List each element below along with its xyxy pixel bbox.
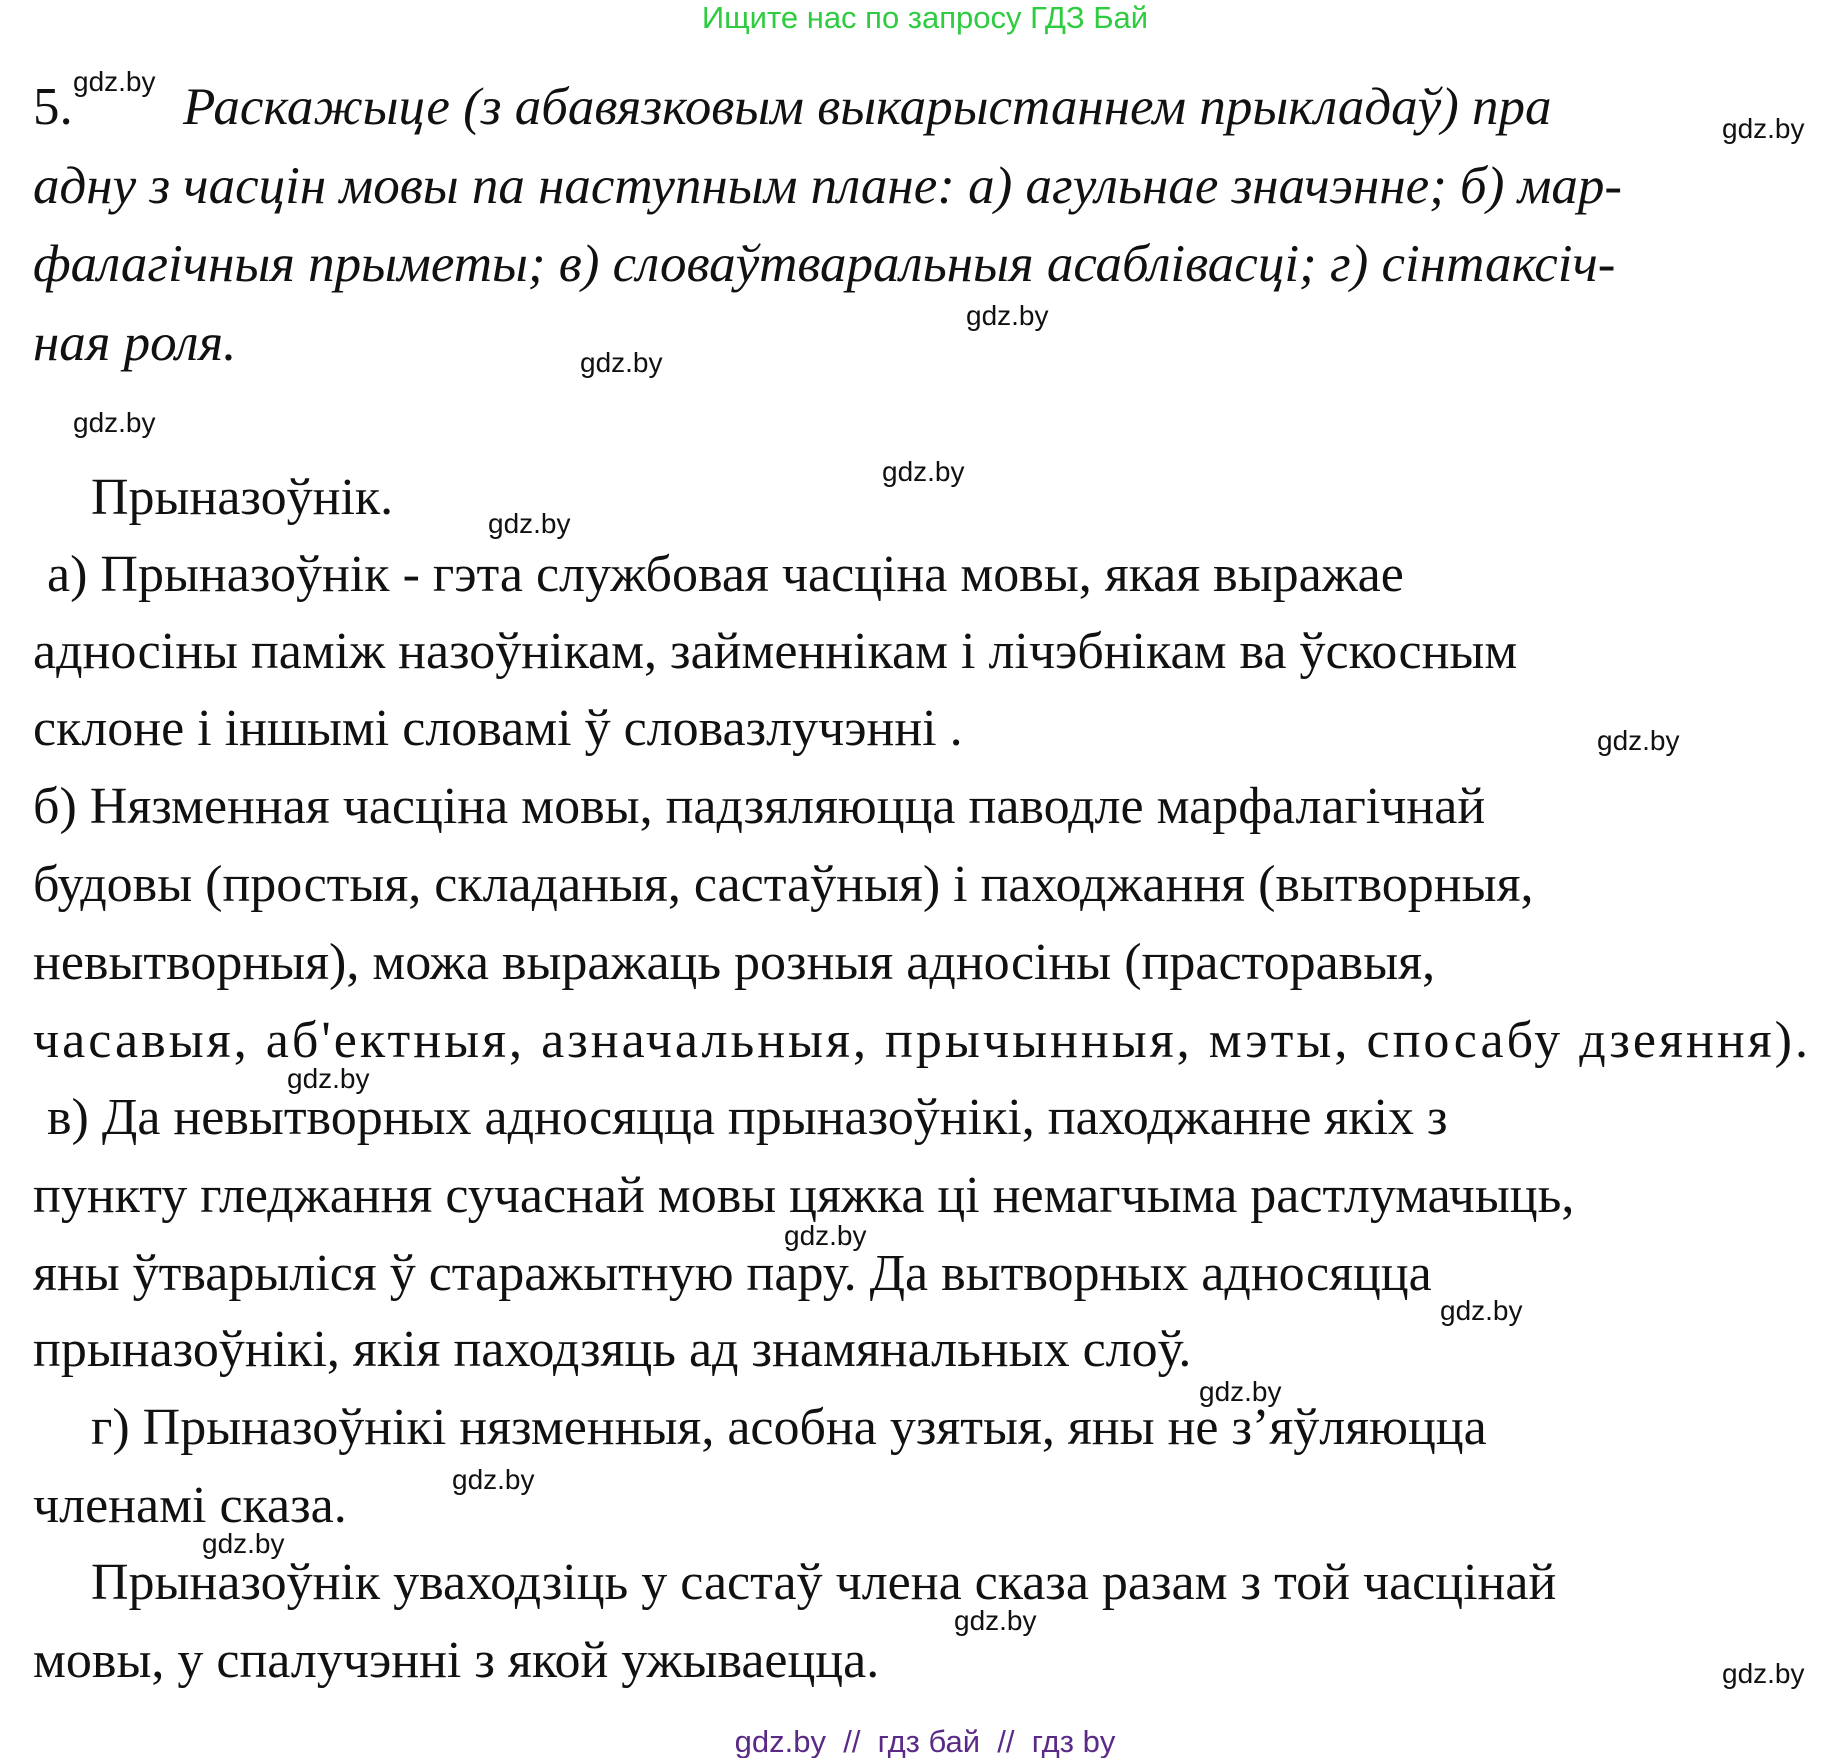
question-line: ная роля.	[33, 314, 237, 372]
watermark-text: gdz.by	[1597, 725, 1680, 756]
watermark-text: gdz.by	[966, 300, 1049, 331]
question-number: 5.	[33, 78, 73, 136]
watermark-text: gdz.by	[954, 1605, 1037, 1636]
watermark-text: gdz.by	[1722, 113, 1805, 144]
answer-line: а) Прыназоўнік - гэта службовая часціна мовы, якая выражае	[47, 546, 1404, 603]
watermark-text: gdz.by	[202, 1528, 285, 1559]
answer-line: членамі сказа.	[33, 1477, 347, 1534]
answer-line: склоне і іншымі словамі ў словазлучэнні .	[33, 700, 963, 757]
answer-line: Прыназоўнік уваходзіць у састаў члена сказа разам з той часцінай	[91, 1554, 1557, 1611]
watermark-text: gdz.by	[287, 1063, 370, 1094]
watermark-text: gdz.by	[488, 508, 571, 539]
watermark-text: gdz.by	[452, 1464, 535, 1495]
watermark-text: gdz.by	[1722, 1658, 1805, 1689]
answer-line: часавыя, аб'ектныя, азначальныя, прычынныя, мэты, спосабу дзеяння).	[33, 1012, 1808, 1069]
footer-links[interactable]: gdz.by // гдз бай // гдз by	[734, 1724, 1116, 1758]
watermark-text: gdz.by	[73, 66, 156, 97]
search-banner: Ищите нас по запросу ГДЗ Бай	[701, 0, 1149, 35]
answer-line: прыназоўнікі, якія паходзяць ад знамянальных слоў.	[33, 1321, 1192, 1378]
watermark-text: gdz.by	[73, 407, 156, 438]
answer-line: адносіны паміж назоўнікам, займеннікам і лічэбнікам ва ўскосным	[33, 623, 1518, 680]
question-line: фалагічныя прыметы; в) словаўтваральныя асаблівасці; г) сінтаксіч-	[33, 235, 1616, 293]
answer-line: невытворныя), можа выражаць розныя адносіны (прасторавыя,	[33, 934, 1436, 991]
question-line: Раскажыце (з абавязковым выкарыстаннем прыкладаў) пра	[183, 78, 1552, 136]
question-text	[33, 78, 1622, 372]
answer-line: пункту гледжання сучаснай мовы цяжка ці немагчыма растлумачыць,	[33, 1167, 1575, 1224]
answer-line: б) Нязменная часціна мовы, падзяляюцца паводле марфалагічнай	[33, 778, 1486, 835]
answer-line: будовы (простыя, складаныя, састаўныя) і паходжання (вытворныя,	[33, 856, 1534, 913]
watermark-text: gdz.by	[580, 347, 663, 378]
answer-heading: Прыназоўнік.	[91, 469, 394, 526]
watermark-text: gdz.by	[1440, 1295, 1523, 1326]
answer-line: яны ўтварыліся ў старажытную пару. Да вытворных адносяцца	[33, 1245, 1432, 1302]
question-line: адну з часцін мовы па наступным плане: а) агульнае значэнне; б) мар-	[33, 157, 1623, 215]
watermark-text: gdz.by	[882, 456, 965, 487]
answer-line: мовы, у спалучэнні з якой ужываецца.	[33, 1632, 880, 1689]
answer-line: в) Да невытворных адносяцца прыназоўнікі, паходжанне якіх з	[47, 1089, 1448, 1146]
answer-line: г) Прыназоўнікі нязменныя, асобна узятыя, яны не з’яўляюцца	[91, 1399, 1487, 1456]
watermark-text: gdz.by	[1199, 1376, 1282, 1407]
watermark-text: gdz.by	[784, 1220, 867, 1251]
